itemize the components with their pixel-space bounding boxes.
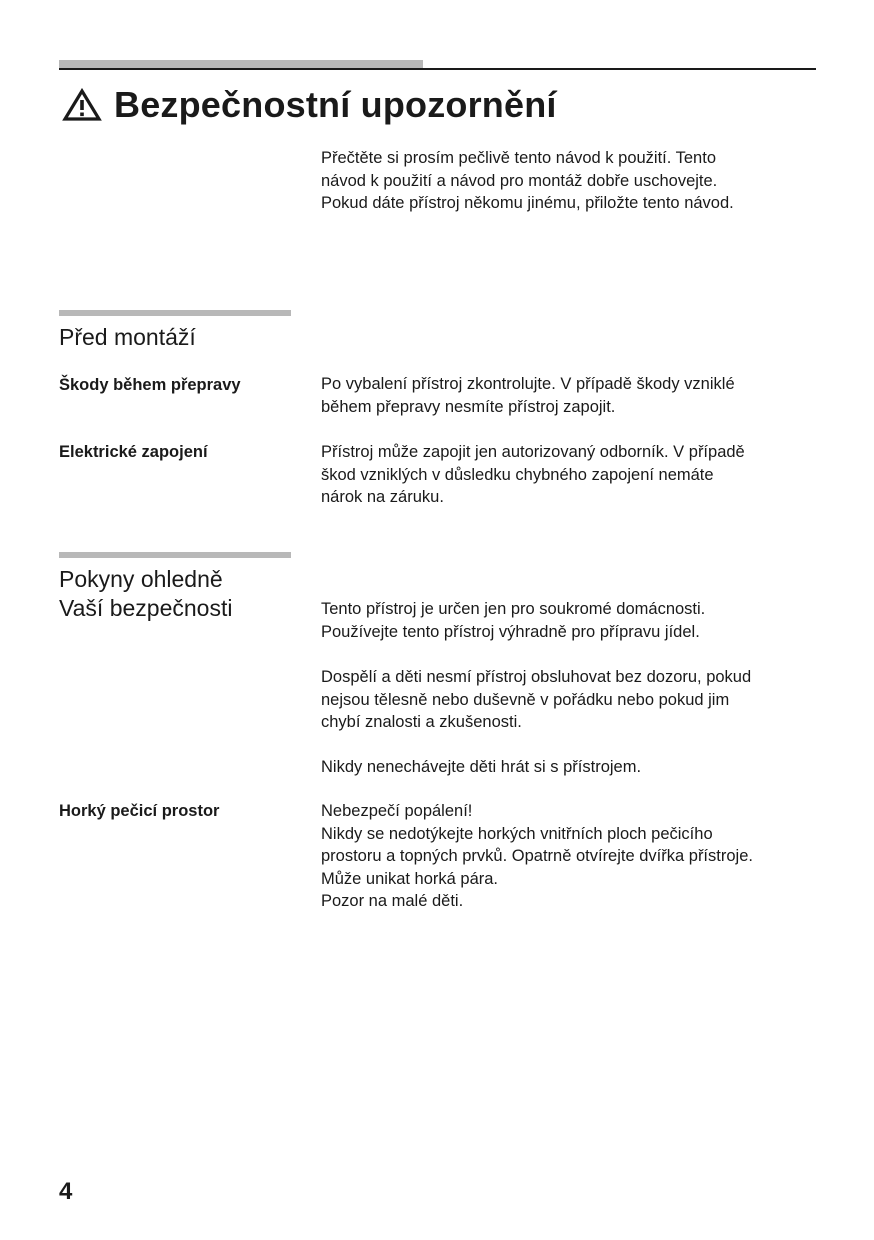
safety-paragraph-1 — [321, 598, 821, 643]
label-transport-damage: Škody během přepravy — [59, 376, 241, 394]
header-gray-bar — [59, 60, 423, 68]
page-title-text: Bezpečnostní upozornění — [114, 84, 557, 125]
page-number: 4 — [59, 1178, 73, 1205]
text-line: Nebezpečí popálení! — [321, 802, 473, 820]
intro-paragraph — [321, 147, 821, 215]
section-title-line: Pokyny ohledně — [59, 566, 223, 592]
label-electrical-connection: Elektrické zapojení — [59, 443, 208, 461]
page-title — [62, 84, 557, 126]
text-line: Používejte tento přístroj výhradně pro přípravu jídel. — [321, 622, 700, 641]
section-title-installation: Před montáží — [59, 324, 196, 350]
text-line: Po vybalení přístroj zkontrolujte. V případě škody vzniklé — [321, 375, 735, 393]
text-line: Může unikat horká pára. — [321, 869, 499, 888]
section-divider-installation — [59, 310, 291, 316]
text-line: Pozor na malé děti. — [321, 892, 464, 910]
safety-paragraph-3 — [321, 756, 821, 779]
text-line: škod vzniklých v důsledku chybného zapojení nemáte — [321, 465, 714, 484]
text-line: během přepravy nesmíte přístroj zapojit. — [321, 397, 616, 416]
safety-paragraph-2 — [321, 666, 821, 734]
text-line: Nikdy se nedotýkejte horkých vnitřních ploch pečicího — [321, 824, 713, 843]
text-line: Nikdy nenechávejte děti hrát si s přístrojem. — [321, 758, 642, 776]
text-line: chybí znalosti a zkušenosti. — [321, 713, 522, 731]
section-divider-safety — [59, 552, 291, 558]
intro-line: návod k použití a návod pro montáž dobře uschovejte. — [321, 171, 718, 190]
text-line: Přístroj může zapojit jen autorizovaný odborník. V případě — [321, 443, 745, 461]
header-black-rule — [59, 68, 816, 70]
text-line: Dospělí a děti nesmí přístroj obsluhovat bez dozoru, pokud — [321, 668, 752, 686]
text-line: Tento přístroj je určen jen pro soukromé domácnosti. — [321, 600, 706, 618]
text-line: nárok na záruku. — [321, 488, 444, 506]
text-line: prostoru a topných prvků. Opatrně otvírejte dvířka přístroje. — [321, 847, 753, 865]
label-hot-oven: Horký pečicí prostor — [59, 802, 220, 820]
section-title-line: Vaší bezpečnosti — [59, 595, 233, 621]
text-line: nejsou tělesně nebo duševně v pořádku nebo pokud jim — [321, 690, 730, 709]
warning-icon — [62, 88, 102, 122]
electrical-connection-text — [321, 441, 821, 509]
hot-oven-text — [321, 800, 821, 913]
section-title-safety — [59, 565, 232, 623]
intro-line: Pokud dáte přístroj někomu jinému, přiložte tento návod. — [321, 194, 734, 212]
transport-damage-text — [321, 373, 821, 418]
intro-line: Přečtěte si prosím pečlivě tento návod k použití. Tento — [321, 149, 716, 167]
